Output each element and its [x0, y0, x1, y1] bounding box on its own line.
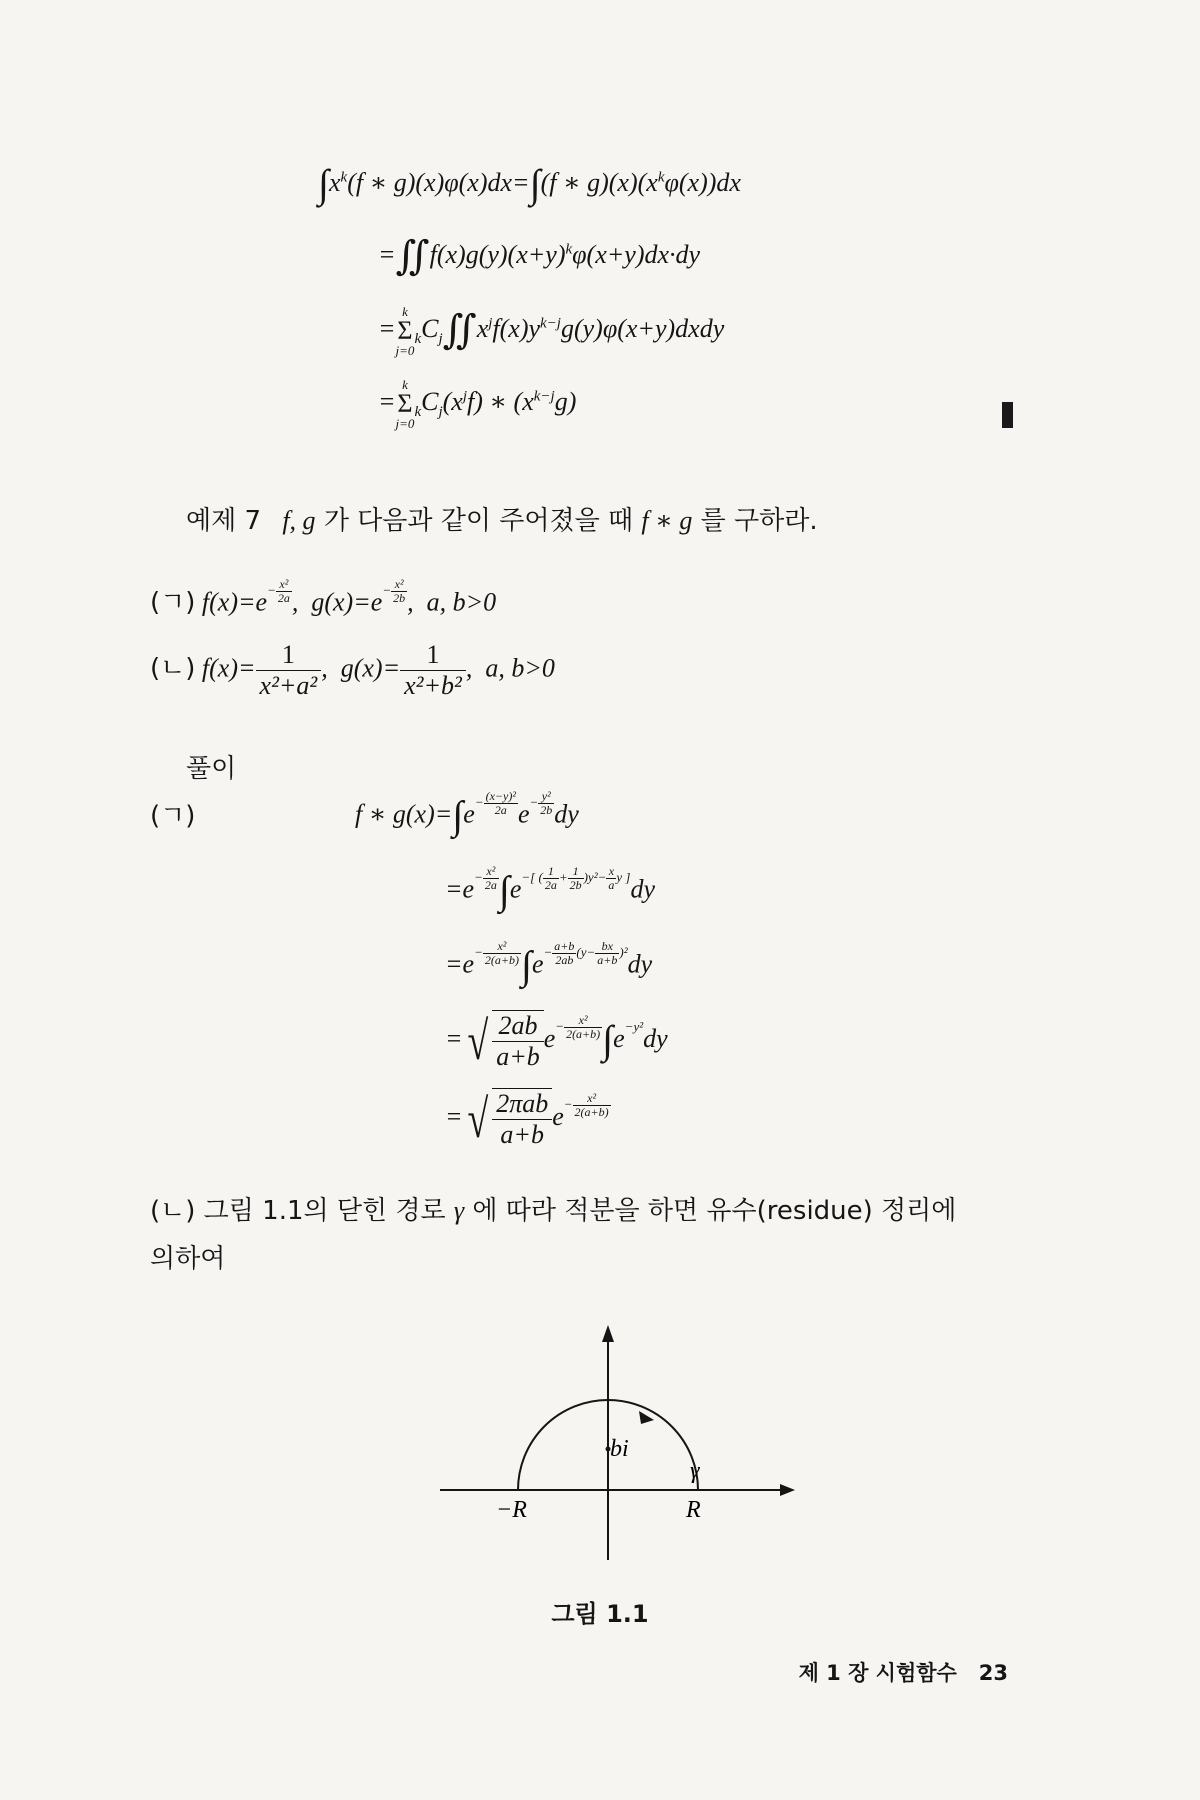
footer-page-number: 23: [978, 1661, 1008, 1685]
solution-part-b-text-3: 의하여: [150, 1244, 226, 1274]
page-footer: [799, 1657, 1008, 1687]
solution-part-b-text-2: 에 따라 적분을 하면 유수(residue) 정리에: [472, 1196, 957, 1226]
solution-a-line-3: =e− $\frac{\text{x²}}{2(a+b)}$ ∫e− $\frac{a+b}{2ab}$ (y− $\frac{bx}{a+b}$ )²dy: [445, 939, 653, 988]
figure-caption: 그림 1.1: [551, 1600, 649, 1628]
solution-part-a-label: (ㄱ): [150, 801, 196, 831]
example-part-b-label: (ㄴ): [150, 653, 196, 684]
solution-a-line-5: =√ $\frac{\text{2πab}}{a+b}$ e− $\frac{\text{x²}}{2(a+b)}$: [445, 1089, 609, 1149]
example-text-mid: 가 다음과 같이 주어졌을 때: [323, 506, 634, 536]
imaginary-axis-arrow-icon: [602, 1325, 614, 1342]
derivation-line-1: $\int x^k(f$ ∗ g)(x)φ(x)dx=∫(f ∗ $g)(x)(x^k\varphi(x))dx$: [318, 161, 741, 206]
figure-contour-diagram: [430, 1320, 800, 1575]
example-part-a-label: (ㄱ): [150, 587, 196, 618]
solution-a-line-1: f ∗ g(x)=∫e− $\frac{\text{(x−y)²}}{2a}$ e− $\frac{\text{y²}}{2b}$ dy: [355, 789, 579, 838]
label-r: R: [686, 1497, 701, 1523]
example-statement: 예제 7 f, g 가 다음과 같이 주어졌을 때 f ∗ g 를 구하라.: [186, 506, 818, 536]
label-minus-r: −R: [496, 1497, 527, 1523]
solution-part-b-text-1: 그림 1.1의 닫힌 경로: [203, 1196, 446, 1226]
real-axis-arrow-icon: [780, 1484, 795, 1496]
derivation-line-3: = k Σ j=0 $_kC_j∬x^jf(x)y^{k-j}g(y)\varphi(x+y)dxdy$: [378, 304, 725, 358]
example-part-b-cond: a, b>0: [485, 653, 555, 683]
solution-label: 풀이: [186, 754, 237, 784]
label-bi: bi: [610, 1436, 629, 1462]
example-part-a-cond: a, b>0: [426, 587, 497, 617]
derivation-line-4: = k Σ j=0 $_kC_j(x^jf)$ ∗ $(x^{k-j}g)$: [378, 377, 577, 431]
solution-part-b: (ㄴ) 그림 1.1의 닫힌 경로 γ 에 따라 적분을 하면 유수(residue) 정리에: [150, 1196, 957, 1226]
solution-a-line-2: =e− $\frac{\text{x²}}{2a}$ ∫e−[ ( $\frac{1}{2a}$ + $\frac{1}{2b}$ )y²− $\frac{x}{a}$ y ]dy: [445, 864, 656, 913]
example-part-a: (ㄱ) f(x)=e− $\frac{\text{x²}}{2a}$ , g(x)=e− $\frac{\text{x²}}{2b}$ , a, b>0: [150, 577, 497, 618]
example-label: 예제 7: [186, 506, 262, 536]
label-gamma: γ: [690, 1458, 700, 1484]
example-part-b: (ㄴ) f(x)= $\frac{1}{\text{x²+a²}}$ , g(x)= $\frac{1}{\text{x²+b²}}$ , a, b>0: [150, 640, 555, 700]
contour-direction-arrow-icon: [639, 1411, 654, 1424]
solution-a-line-4: =√ $\frac{2ab}{a+b}$ e− $\frac{\text{x²}}{2(a+b)}$ ∫e−y²dy: [445, 1011, 668, 1071]
qed-mark: [1002, 402, 1013, 428]
solution-part-b-label: (ㄴ): [150, 1196, 196, 1226]
footer-chapter: 제 1 장 시험함수: [798, 1661, 957, 1685]
derivation-line-2: $=∬f(x)g(y)(x+y)^k\varphi(x+y)dx\cdot dy$: [378, 233, 701, 278]
example-text-end: 를 구하라.: [700, 506, 818, 536]
